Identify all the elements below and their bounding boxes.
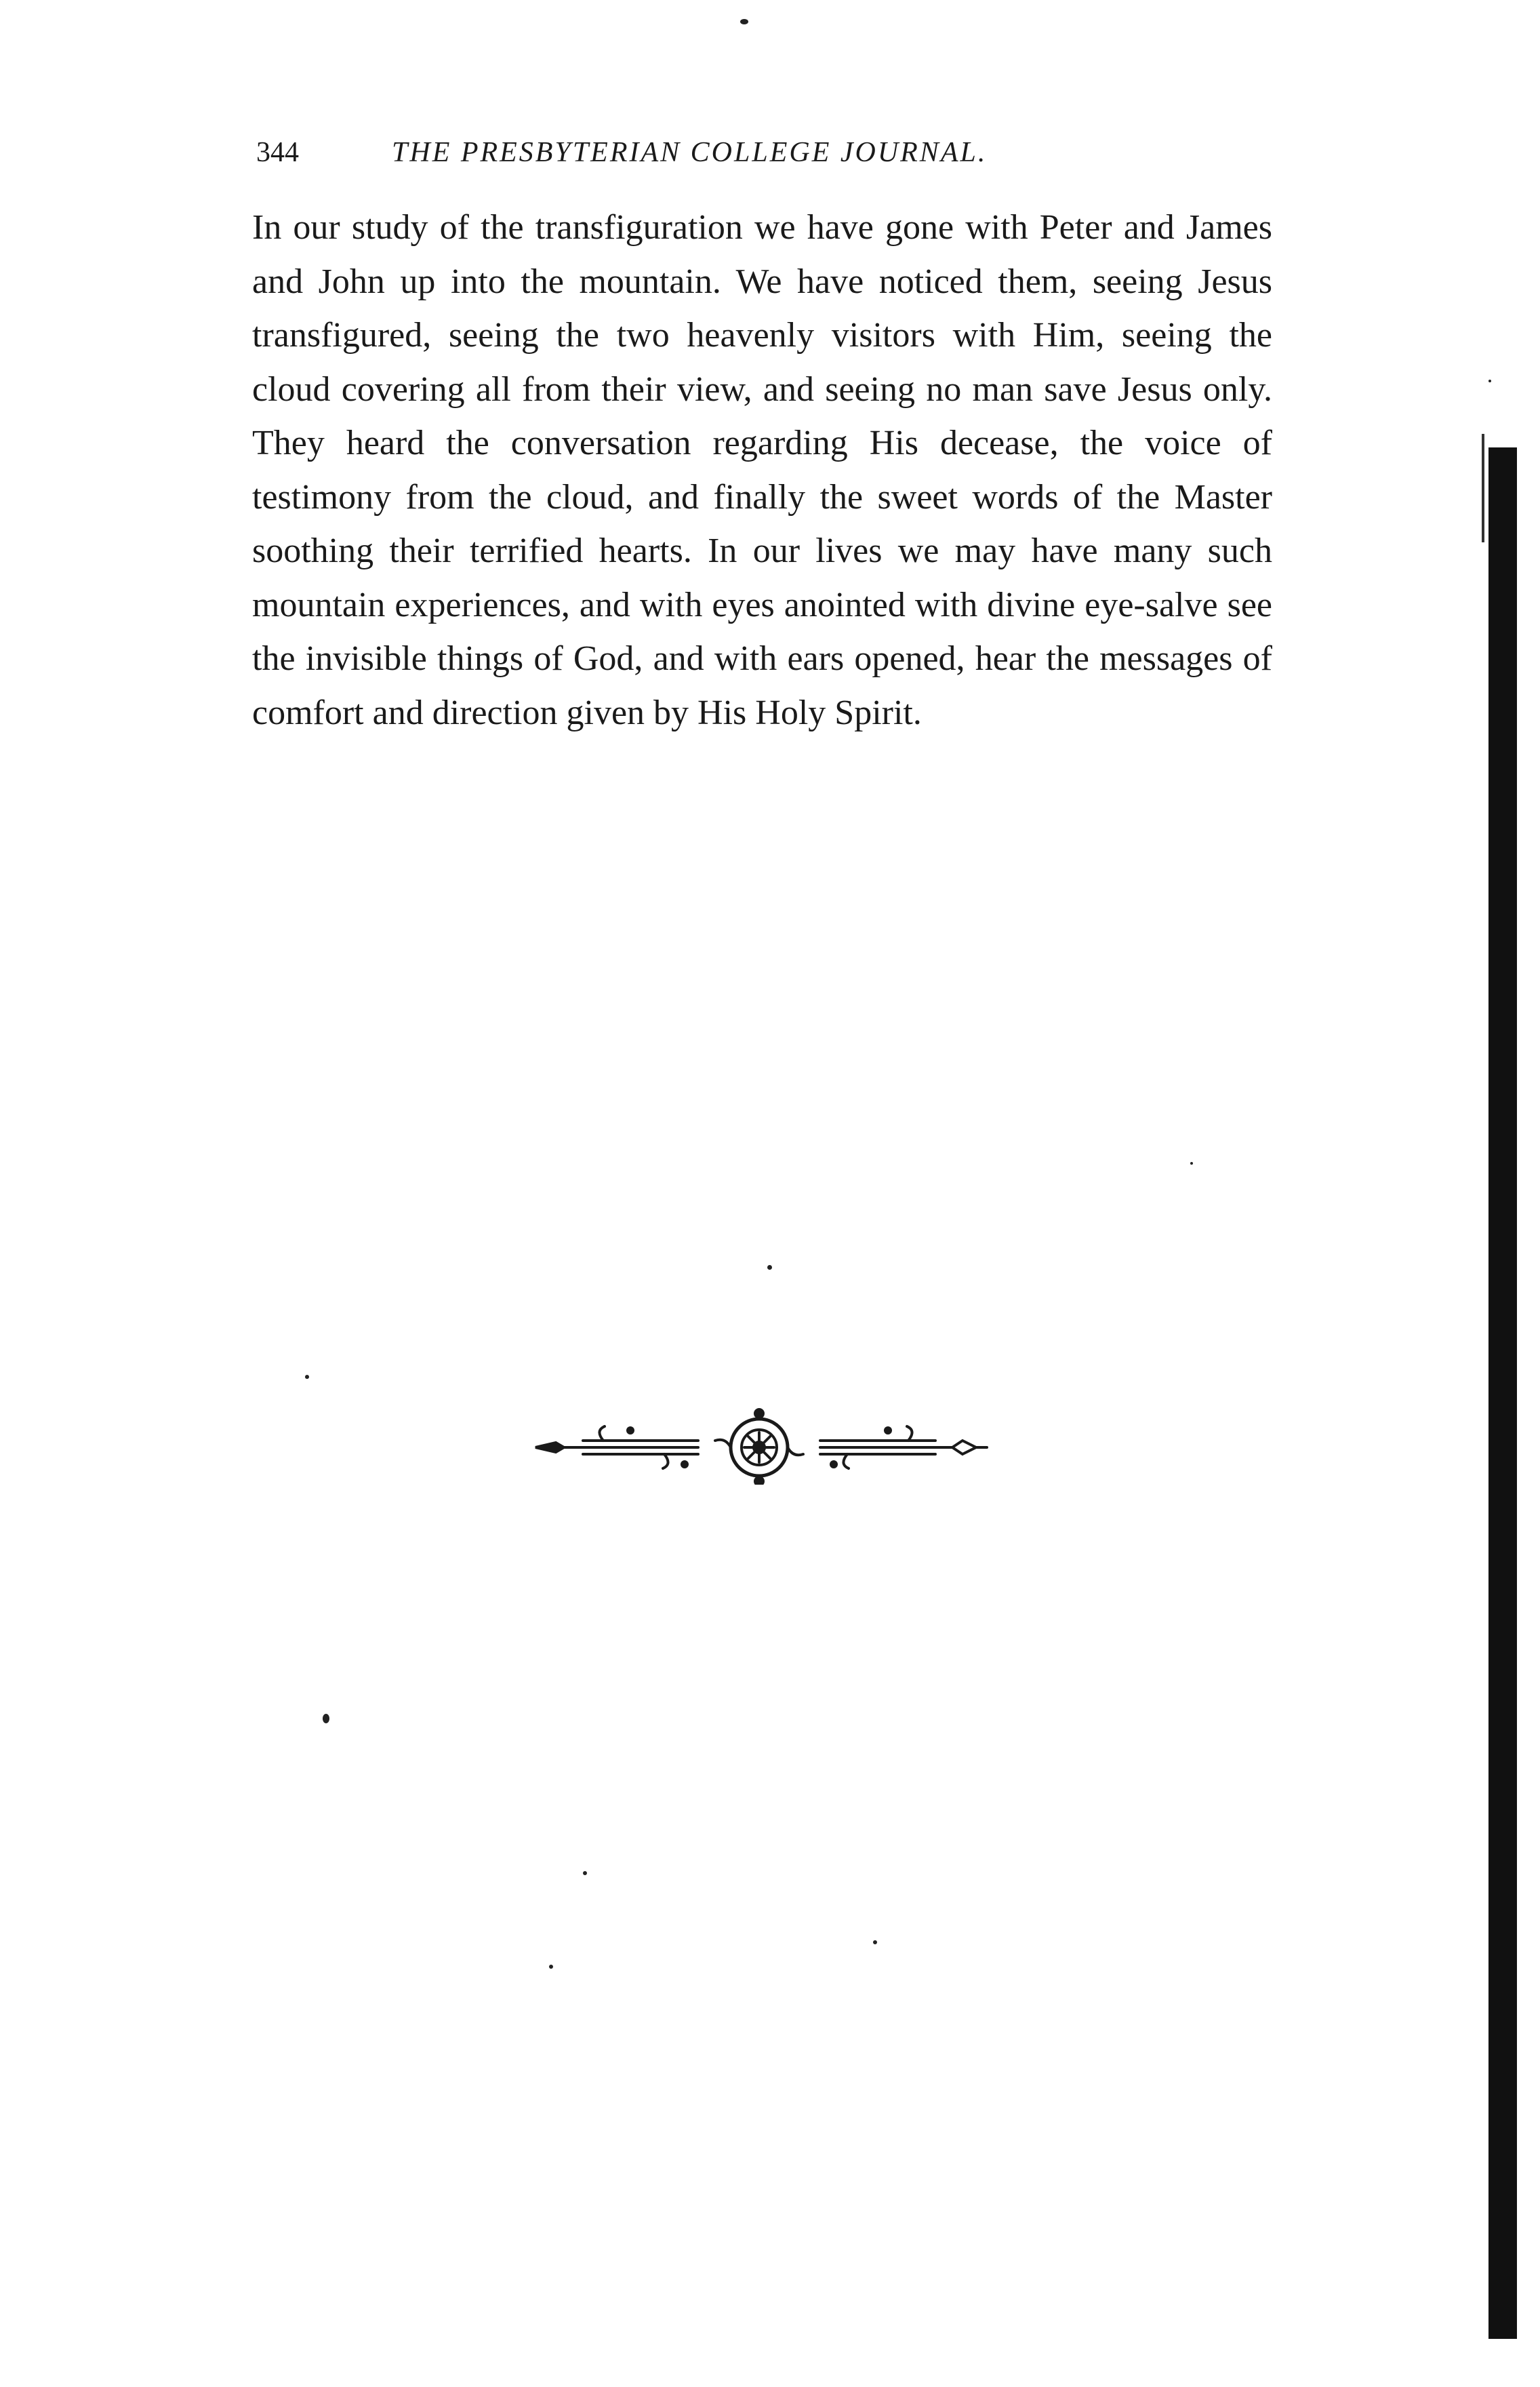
page-edge-bar — [1488, 447, 1517, 2339]
page-edge-shadow — [1482, 434, 1484, 542]
body-paragraph: In our study of the transfiguration we have gone with Peter and James and John up into the mountain. We have noticed them, seeing Jesus transfigured, seeing the two heavenly visitors with Him, seeing the cloud covering all from their view, and seeing no man save Jesus only. They heard the conversation regarding His decease, the voice of testimony from the cloud, and finally the sweet words of the Master soothing their terrified hearts. In our lives we may have many such mountain experiences, and with eyes anointed with divine eye-salve see the invisible things of God, and with ears opened, hear the messages of comfort and direction given by His Holy Spirit. — [252, 208, 1272, 732]
scan-speck — [767, 1265, 772, 1270]
scan-speck — [305, 1375, 309, 1379]
journal-title: THE PRESBYTERIAN COLLEGE JOURNAL. — [392, 137, 988, 168]
printers-ornament-icon — [529, 1403, 990, 1485]
scan-speck — [740, 19, 748, 24]
scan-speck — [549, 1965, 553, 1969]
scan-speck — [873, 1940, 877, 1944]
page-number: 344 — [256, 137, 299, 168]
scan-speck — [1190, 1162, 1193, 1165]
scan-speck — [583, 1871, 587, 1875]
scan-speck — [323, 1714, 329, 1723]
scan-speck — [1488, 380, 1491, 382]
running-head — [256, 132, 1273, 173]
